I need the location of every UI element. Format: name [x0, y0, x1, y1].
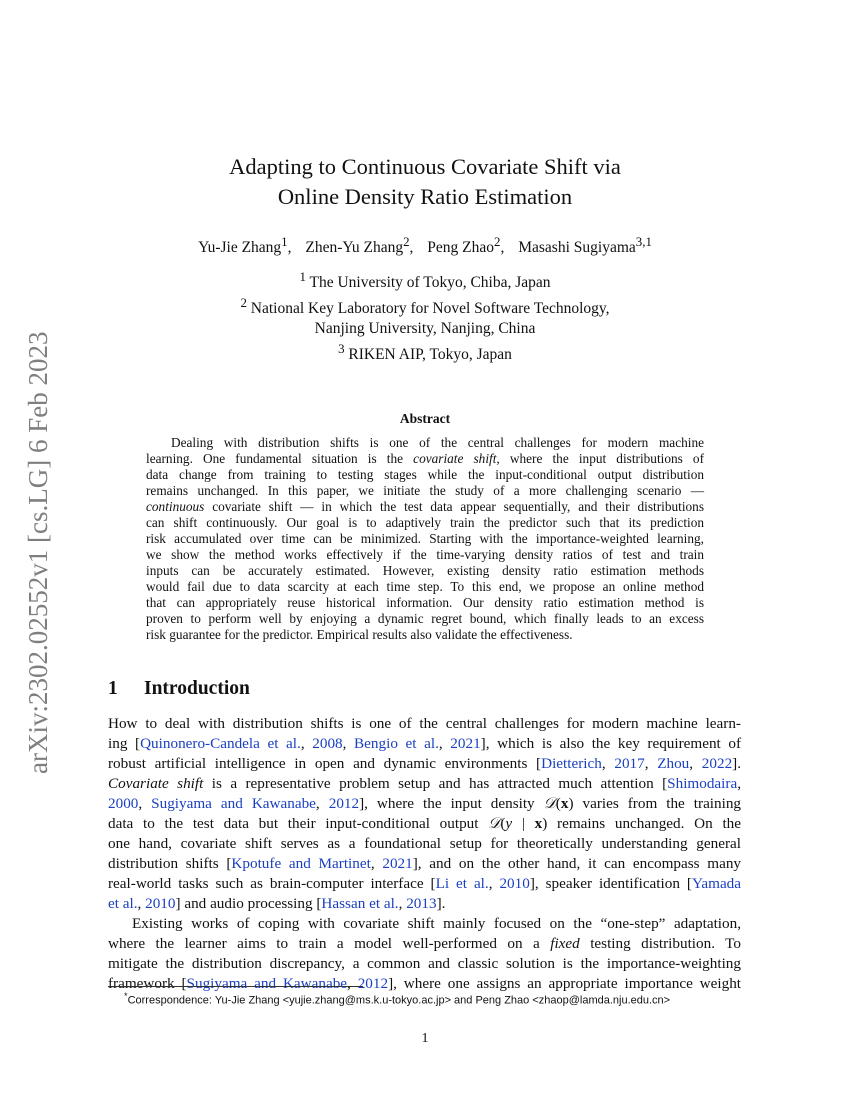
text-run: Dealing with distribution shifts is one of the central challenges for modern machine	[171, 435, 704, 450]
text-run: ,	[438, 735, 451, 752]
body-line	[108, 714, 741, 734]
citation-link[interactable]: Hassan et al.	[321, 895, 399, 912]
body-line	[108, 954, 741, 974]
citation-link[interactable]: Sugiyama and Kawanabe	[151, 795, 316, 812]
citation-link[interactable]: 2000	[108, 795, 139, 812]
text-run: ], where the input density	[359, 795, 544, 812]
footnote-rule	[108, 986, 363, 987]
text-run: ,	[315, 795, 329, 812]
citation-link[interactable]: 2012	[328, 795, 360, 812]
text-run: |	[512, 815, 535, 832]
abstract-heading: Abstract	[399, 411, 451, 426]
author-affiliation-mark: 2	[403, 234, 410, 249]
text-run: ,	[137, 895, 146, 912]
affiliation-mark: 1	[299, 269, 306, 284]
text-run: ,	[398, 895, 407, 912]
citation-link[interactable]: 2022	[701, 755, 733, 772]
citation-link[interactable]: et al.	[108, 895, 138, 912]
text-run: ], and on the other hand, it can encompass many	[412, 855, 742, 872]
math-symbol: x	[534, 815, 543, 832]
abstract-line	[146, 595, 704, 611]
text-run: ,	[138, 795, 152, 812]
abstract-line	[146, 579, 704, 595]
text-run: testing distribution. To	[579, 935, 741, 952]
text-run: ], where one assigns an appropriate importance weight	[388, 975, 742, 992]
citation-link[interactable]: Bengio et al.	[354, 735, 439, 752]
text-run: ] and audio processing [	[175, 895, 322, 912]
citation-link[interactable]: 2021	[382, 855, 413, 872]
text-run: we show the method works effectively if the time-varying density ratios of test and train	[146, 547, 704, 562]
body-line	[108, 794, 741, 814]
citation-link[interactable]: 2008	[312, 735, 343, 752]
abstract-line	[146, 547, 704, 563]
citation-link[interactable]: Dietterich	[541, 755, 602, 772]
text-run: risk guarantee for the predictor. Empirical results also validate the effectiveness.	[146, 627, 573, 642]
emphasized-text: continuous	[146, 499, 205, 514]
title-line: Online Density Ratio Estimation	[277, 184, 573, 209]
citation-link[interactable]: Li et al.	[435, 875, 489, 892]
affiliation-list	[100, 267, 750, 365]
math-symbol: y	[505, 815, 513, 832]
text-run: (	[500, 815, 506, 832]
text-run: would fail due to data scarcity at each time step. To this end, we propose an online method	[146, 579, 704, 594]
author-name: Zhen-Yu Zhang	[305, 239, 404, 257]
author-name: Masashi Sugiyama	[518, 239, 636, 257]
text-run: ,	[601, 755, 615, 772]
text-run: ,	[342, 735, 355, 752]
citation-link[interactable]: 2010	[499, 875, 530, 892]
body-line	[108, 854, 741, 874]
body-line	[108, 914, 741, 934]
body-line	[108, 754, 741, 774]
author-name: Yu-Jie Zhang	[198, 239, 282, 257]
citation-link[interactable]: Sugiyama and Kawanabe	[186, 975, 348, 992]
text-run: ], speaker identification [	[529, 875, 692, 892]
section-title: Introduction	[144, 678, 250, 699]
text-run: inputs can be accurately estimated. However, existing density ratio estimation methods	[146, 563, 704, 578]
affiliation-line	[100, 293, 750, 319]
author-affiliation-mark: 1	[281, 234, 288, 249]
text-run: ].	[436, 895, 446, 912]
affiliation-mark: 2	[240, 295, 247, 311]
section-number: 1	[108, 678, 118, 699]
footnote-marker: *	[124, 991, 128, 1001]
affiliation-text: National Key Laboratory for Novel Software Technology,	[246, 300, 610, 318]
text-run: How to deal with distribution shifts is one of the central challenges for modern machine learn-	[108, 715, 741, 732]
abstract-line	[146, 467, 704, 483]
paper-title	[100, 152, 750, 212]
text-run: ,	[737, 775, 741, 792]
emphasized-text: fixed	[550, 935, 580, 952]
text-run: data change from training to testing stages while the input-conditional output distribution	[146, 467, 704, 482]
text-run: proven to perform well by enjoying a dynamic regret bound, which finally leads to an excess	[146, 611, 704, 626]
citation-link[interactable]: Yamada	[691, 875, 742, 892]
text-run: real-world tasks such as brain-computer interface [	[108, 875, 436, 892]
text-run: Existing works of coping with covariate shift mainly focused on the “one-step” adaptation,	[132, 915, 741, 932]
abstract-line	[146, 515, 704, 531]
text-run: remains unchanged. In this paper, we initiate the study of a more challenging scenario —	[146, 483, 704, 498]
text-run: ,	[689, 755, 702, 772]
citation-link[interactable]: 2012	[357, 975, 389, 992]
footnote	[124, 991, 764, 1007]
abstract-line	[146, 563, 704, 579]
text-run: that can appropriately reuse historical information. Our density ratio estimation method is	[146, 595, 704, 610]
abstract-line	[146, 483, 704, 499]
abstract-line	[146, 435, 704, 451]
citation-link[interactable]: Zhou	[657, 755, 690, 772]
citation-link[interactable]: 2021	[450, 735, 481, 752]
affiliation-mark: 3	[338, 341, 345, 357]
text-run: one hand, covariate shift serves as a foundational setup for theoretically understanding general	[108, 835, 741, 852]
body-line	[108, 734, 741, 754]
author-affiliation-mark: 2	[494, 234, 501, 249]
text-run: , where the input distributions of	[496, 451, 704, 466]
abstract-line	[146, 611, 704, 627]
abstract-line	[146, 499, 704, 515]
body-line	[108, 874, 741, 894]
text-run: robust artificial intelligence in open and dynamic environments [	[108, 755, 542, 772]
text-run: ], which is also the key requirement of	[480, 735, 742, 752]
text-run: ].	[732, 755, 742, 772]
body-line	[108, 894, 741, 914]
affiliation-line	[100, 339, 750, 365]
text-run: ing [	[108, 735, 141, 752]
author-affiliation-mark: 3,1	[635, 234, 652, 249]
body-line	[108, 774, 741, 794]
citation-link[interactable]: Quinonero-Candela et al.	[140, 735, 301, 752]
citation-link[interactable]: 2017	[614, 755, 645, 772]
abstract-line	[146, 627, 704, 643]
text-run: ,	[300, 735, 313, 752]
text-run: ,	[370, 855, 383, 872]
text-run: where the learner aims to train a model well-performed on a	[108, 935, 551, 952]
abstract-body	[146, 435, 704, 643]
footnote-text: Correspondence: Yu-Jie Zhang <yujie.zhang@ms.k.u-tokyo.ac.jp> and Peng Zhao <zhaop@lamda.nju.edu.cn>	[127, 994, 671, 1007]
emphasized-text: covariate shift	[413, 451, 497, 466]
body-line	[108, 934, 741, 954]
math-symbol: 𝒟	[488, 815, 501, 832]
text-run: (	[555, 795, 561, 812]
citation-link[interactable]: 2013	[406, 895, 437, 912]
introduction-body	[108, 714, 741, 994]
citation-link[interactable]: Shimodaira	[667, 775, 738, 792]
text-run: ) remains unchanged. On the	[542, 815, 741, 832]
math-symbol: 𝒟	[543, 795, 556, 812]
affiliation-text: Nanjing University, Nanjing, China	[314, 320, 536, 338]
text-run: ,	[488, 875, 500, 892]
affiliation-text: The University of Tokyo, Chiba, Japan	[305, 274, 551, 292]
text-run: ) varies from the training	[568, 795, 742, 812]
affiliation-line	[100, 319, 750, 339]
text-run: ,	[644, 755, 658, 772]
abstract-line	[146, 451, 704, 467]
title-line: Adapting to Continuous Covariate Shift via	[229, 154, 621, 179]
text-run: mitigate the distribution discrepancy, a common and classic solution is the importance-weighting	[108, 955, 741, 972]
text-run: risk accumulated over time can be minimized. Starting with the importance-weighted learning,	[146, 531, 704, 546]
affiliation-text: RIKEN AIP, Tokyo, Japan	[344, 346, 512, 364]
citation-link[interactable]: Kpotufe and Martinet	[231, 855, 371, 872]
abstract-line	[146, 531, 704, 547]
text-run: distribution shifts [	[108, 855, 232, 872]
body-line	[108, 834, 741, 854]
text-run: is a representative problem setup and has attracted much attention [	[203, 775, 668, 792]
math-symbol: x	[560, 795, 569, 812]
text-run: framework [	[108, 975, 187, 992]
text-run: data to the test data but their input-conditional output	[108, 815, 489, 832]
citation-link[interactable]: 2010	[145, 895, 176, 912]
author-list: Yu-Jie Zhang$^1$, Zhen-Yu Zhang$^2$, Peng Zhao$^2$, Masashi Sugiyama$^{3,1}$	[198, 234, 652, 257]
text-run: covariate shift — in which the test data appear sequentially, and their distributions	[204, 499, 704, 514]
text-run: can shift continuously. Our goal is to adaptively train the predictor such that its prediction	[146, 515, 704, 530]
emphasized-text: Covariate shift	[108, 775, 204, 792]
body-line	[108, 814, 741, 834]
author-name: Peng Zhao	[427, 239, 495, 257]
text-run: ,	[347, 975, 358, 992]
affiliation-line	[100, 267, 750, 293]
section-heading	[108, 678, 250, 700]
text-run: learning. One fundamental situation is the	[146, 451, 414, 466]
page-number: 1	[421, 1031, 429, 1046]
arxiv-identifier-stamp: arXiv:2302.02552v1 [cs.LG] 6 Feb 2023	[23, 331, 53, 774]
